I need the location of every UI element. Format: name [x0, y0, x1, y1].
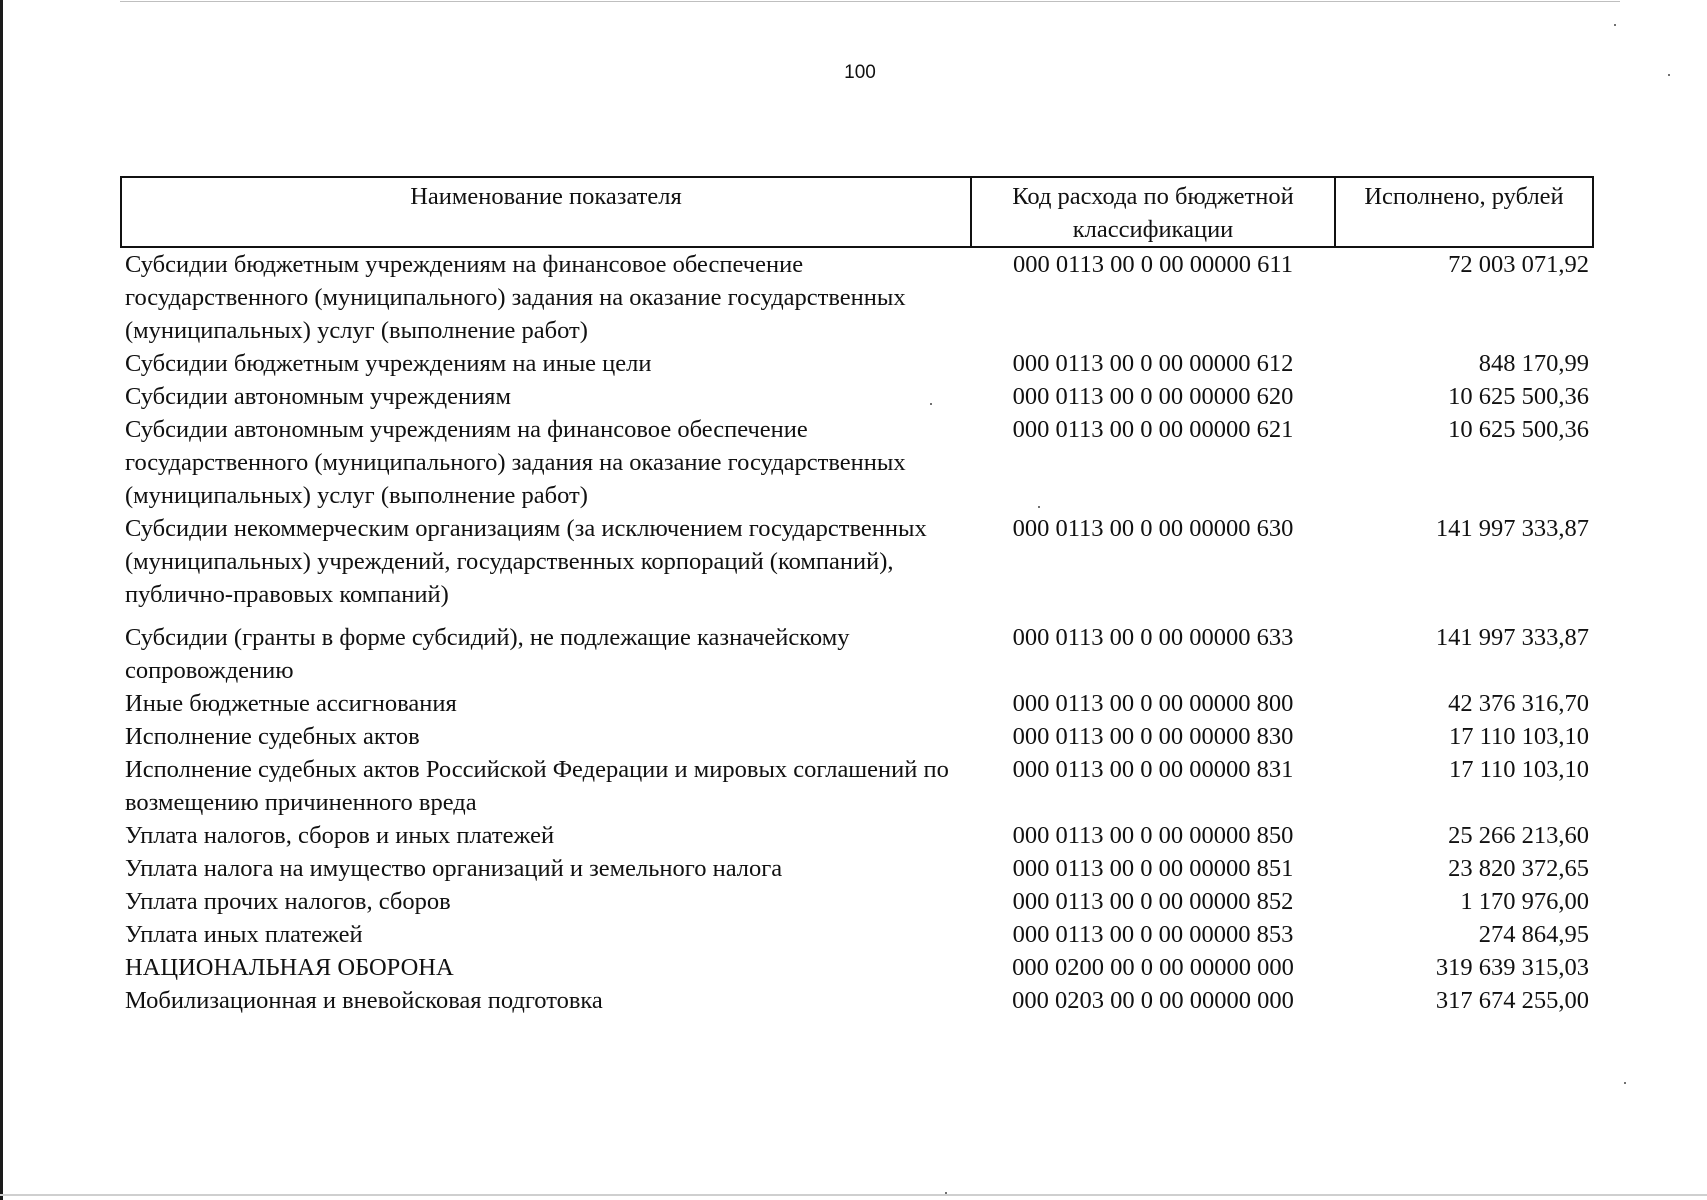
row-amount: 10 625 500,36	[1448, 383, 1589, 410]
row-code: 000 0113 00 0 00 00000 620	[1012, 383, 1294, 410]
row-name: Уплата налога на имущество организаций и земельного налога	[125, 855, 783, 882]
header-executed-amount: Исполнено, рублей	[1335, 177, 1593, 247]
scan-speck	[1614, 24, 1616, 26]
row-amount: 319 639 315,03	[1435, 954, 1589, 981]
row-name: Иные бюджетные ассигнования	[125, 690, 457, 717]
row-amount: 274 864,95	[1478, 921, 1589, 948]
row-name: Уплата прочих налогов, сборов	[125, 888, 451, 915]
table-row	[121, 247, 1593, 347]
table-row	[121, 951, 1593, 984]
row-amount: 317 674 255,00	[1435, 987, 1589, 1014]
row-name: Субсидии бюджетным учреждениям на иные цели	[125, 350, 652, 377]
table-row	[121, 720, 1593, 753]
table-row	[121, 413, 1593, 512]
row-name: Исполнение судебных актов Российской Федерации и мировых соглашений по возмещению причиненного вреда	[125, 756, 949, 816]
row-name: Мобилизационная и вневойсковая подготовка	[125, 987, 603, 1014]
table-header-row	[121, 177, 1593, 247]
row-amount: 72 003 071,92	[1448, 251, 1589, 278]
row-code: 000 0113 00 0 00 00000 630	[1012, 515, 1294, 542]
row-code: 000 0113 00 0 00 00000 850	[1012, 822, 1294, 849]
row-amount: 17 110 103,10	[1449, 723, 1589, 750]
row-name: Субсидии (гранты в форме субсидий), не подлежащие казначейскому сопровождению	[125, 624, 850, 684]
row-amount: 848 170,99	[1478, 350, 1589, 377]
row-code: 000 0113 00 0 00 00000 612	[1012, 350, 1294, 377]
row-amount: 17 110 103,10	[1449, 756, 1589, 783]
row-code: 000 0113 00 0 00 00000 851	[1012, 855, 1294, 882]
table-row	[121, 611, 1593, 687]
scan-line-top	[120, 1, 1620, 2]
row-code: 000 0113 00 0 00 00000 853	[1012, 921, 1294, 948]
table-row	[121, 852, 1593, 885]
row-name: Субсидии некоммерческим организациям (за исключением государственных (муниципальных) учреждений, государственных корпораций (компаний), публично-правовых компаний)	[125, 515, 927, 608]
header-indicator-name: Наименование показателя	[121, 177, 971, 247]
table-row	[121, 687, 1593, 720]
row-code: 000 0113 00 0 00 00000 633	[1012, 624, 1294, 651]
row-amount: 25 266 213,60	[1448, 822, 1589, 849]
row-code: 000 0113 00 0 00 00000 800	[1012, 690, 1294, 717]
scan-speck	[1624, 1082, 1626, 1084]
row-code: 000 0200 00 0 00 00000 000	[1012, 954, 1294, 981]
scan-edge-left	[0, 0, 3, 1200]
table-row	[121, 347, 1593, 380]
table-row	[121, 753, 1593, 819]
row-code: 000 0113 00 0 00 00000 621	[1012, 416, 1294, 443]
row-amount: 42 376 316,70	[1448, 690, 1589, 717]
table-row	[121, 918, 1593, 951]
scan-speck	[945, 1192, 947, 1194]
row-code: 000 0113 00 0 00 00000 831	[1012, 756, 1294, 783]
table-row	[121, 885, 1593, 918]
row-amount: 10 625 500,36	[1448, 416, 1589, 443]
row-name: НАЦИОНАЛЬНАЯ ОБОРОНА	[125, 954, 454, 981]
table-row	[121, 512, 1593, 611]
row-name: Субсидии автономным учреждениям	[125, 383, 511, 410]
page-number: 100	[844, 62, 876, 83]
table-row	[121, 984, 1593, 1017]
row-code: 000 0113 00 0 00 00000 852	[1012, 888, 1294, 915]
row-name: Субсидии автономным учреждениям на финансовое обеспечение государственного (муниципального) задания на оказание государственных (муниципальных) услуг (выполнение работ)	[125, 416, 906, 509]
row-amount: 141 997 333,87	[1435, 515, 1589, 542]
row-code: 000 0113 00 0 00 00000 830	[1012, 723, 1294, 750]
scan-line-bottom	[0, 1194, 1707, 1196]
row-amount: 1 170 976,00	[1460, 888, 1589, 915]
row-code: 000 0203 00 0 00 00000 000	[1012, 987, 1294, 1014]
table-row	[121, 380, 1593, 413]
row-amount: 141 997 333,87	[1435, 624, 1589, 651]
row-name: Уплата налогов, сборов и иных платежей	[125, 822, 555, 849]
row-name: Субсидии бюджетным учреждениям на финансовое обеспечение государственного (муниципального) задания на оказание государственных (муниципальных) услуг (выполнение работ)	[125, 251, 906, 344]
budget-execution-table	[120, 176, 1594, 1017]
table-row	[121, 819, 1593, 852]
header-expense-code: Код расхода по бюджетной классификации	[971, 177, 1335, 247]
row-amount: 23 820 372,65	[1448, 855, 1589, 882]
row-code: 000 0113 00 0 00 00000 611	[1013, 251, 1293, 278]
row-name: Исполнение судебных актов	[125, 723, 420, 750]
row-name: Уплата иных платежей	[125, 921, 363, 948]
